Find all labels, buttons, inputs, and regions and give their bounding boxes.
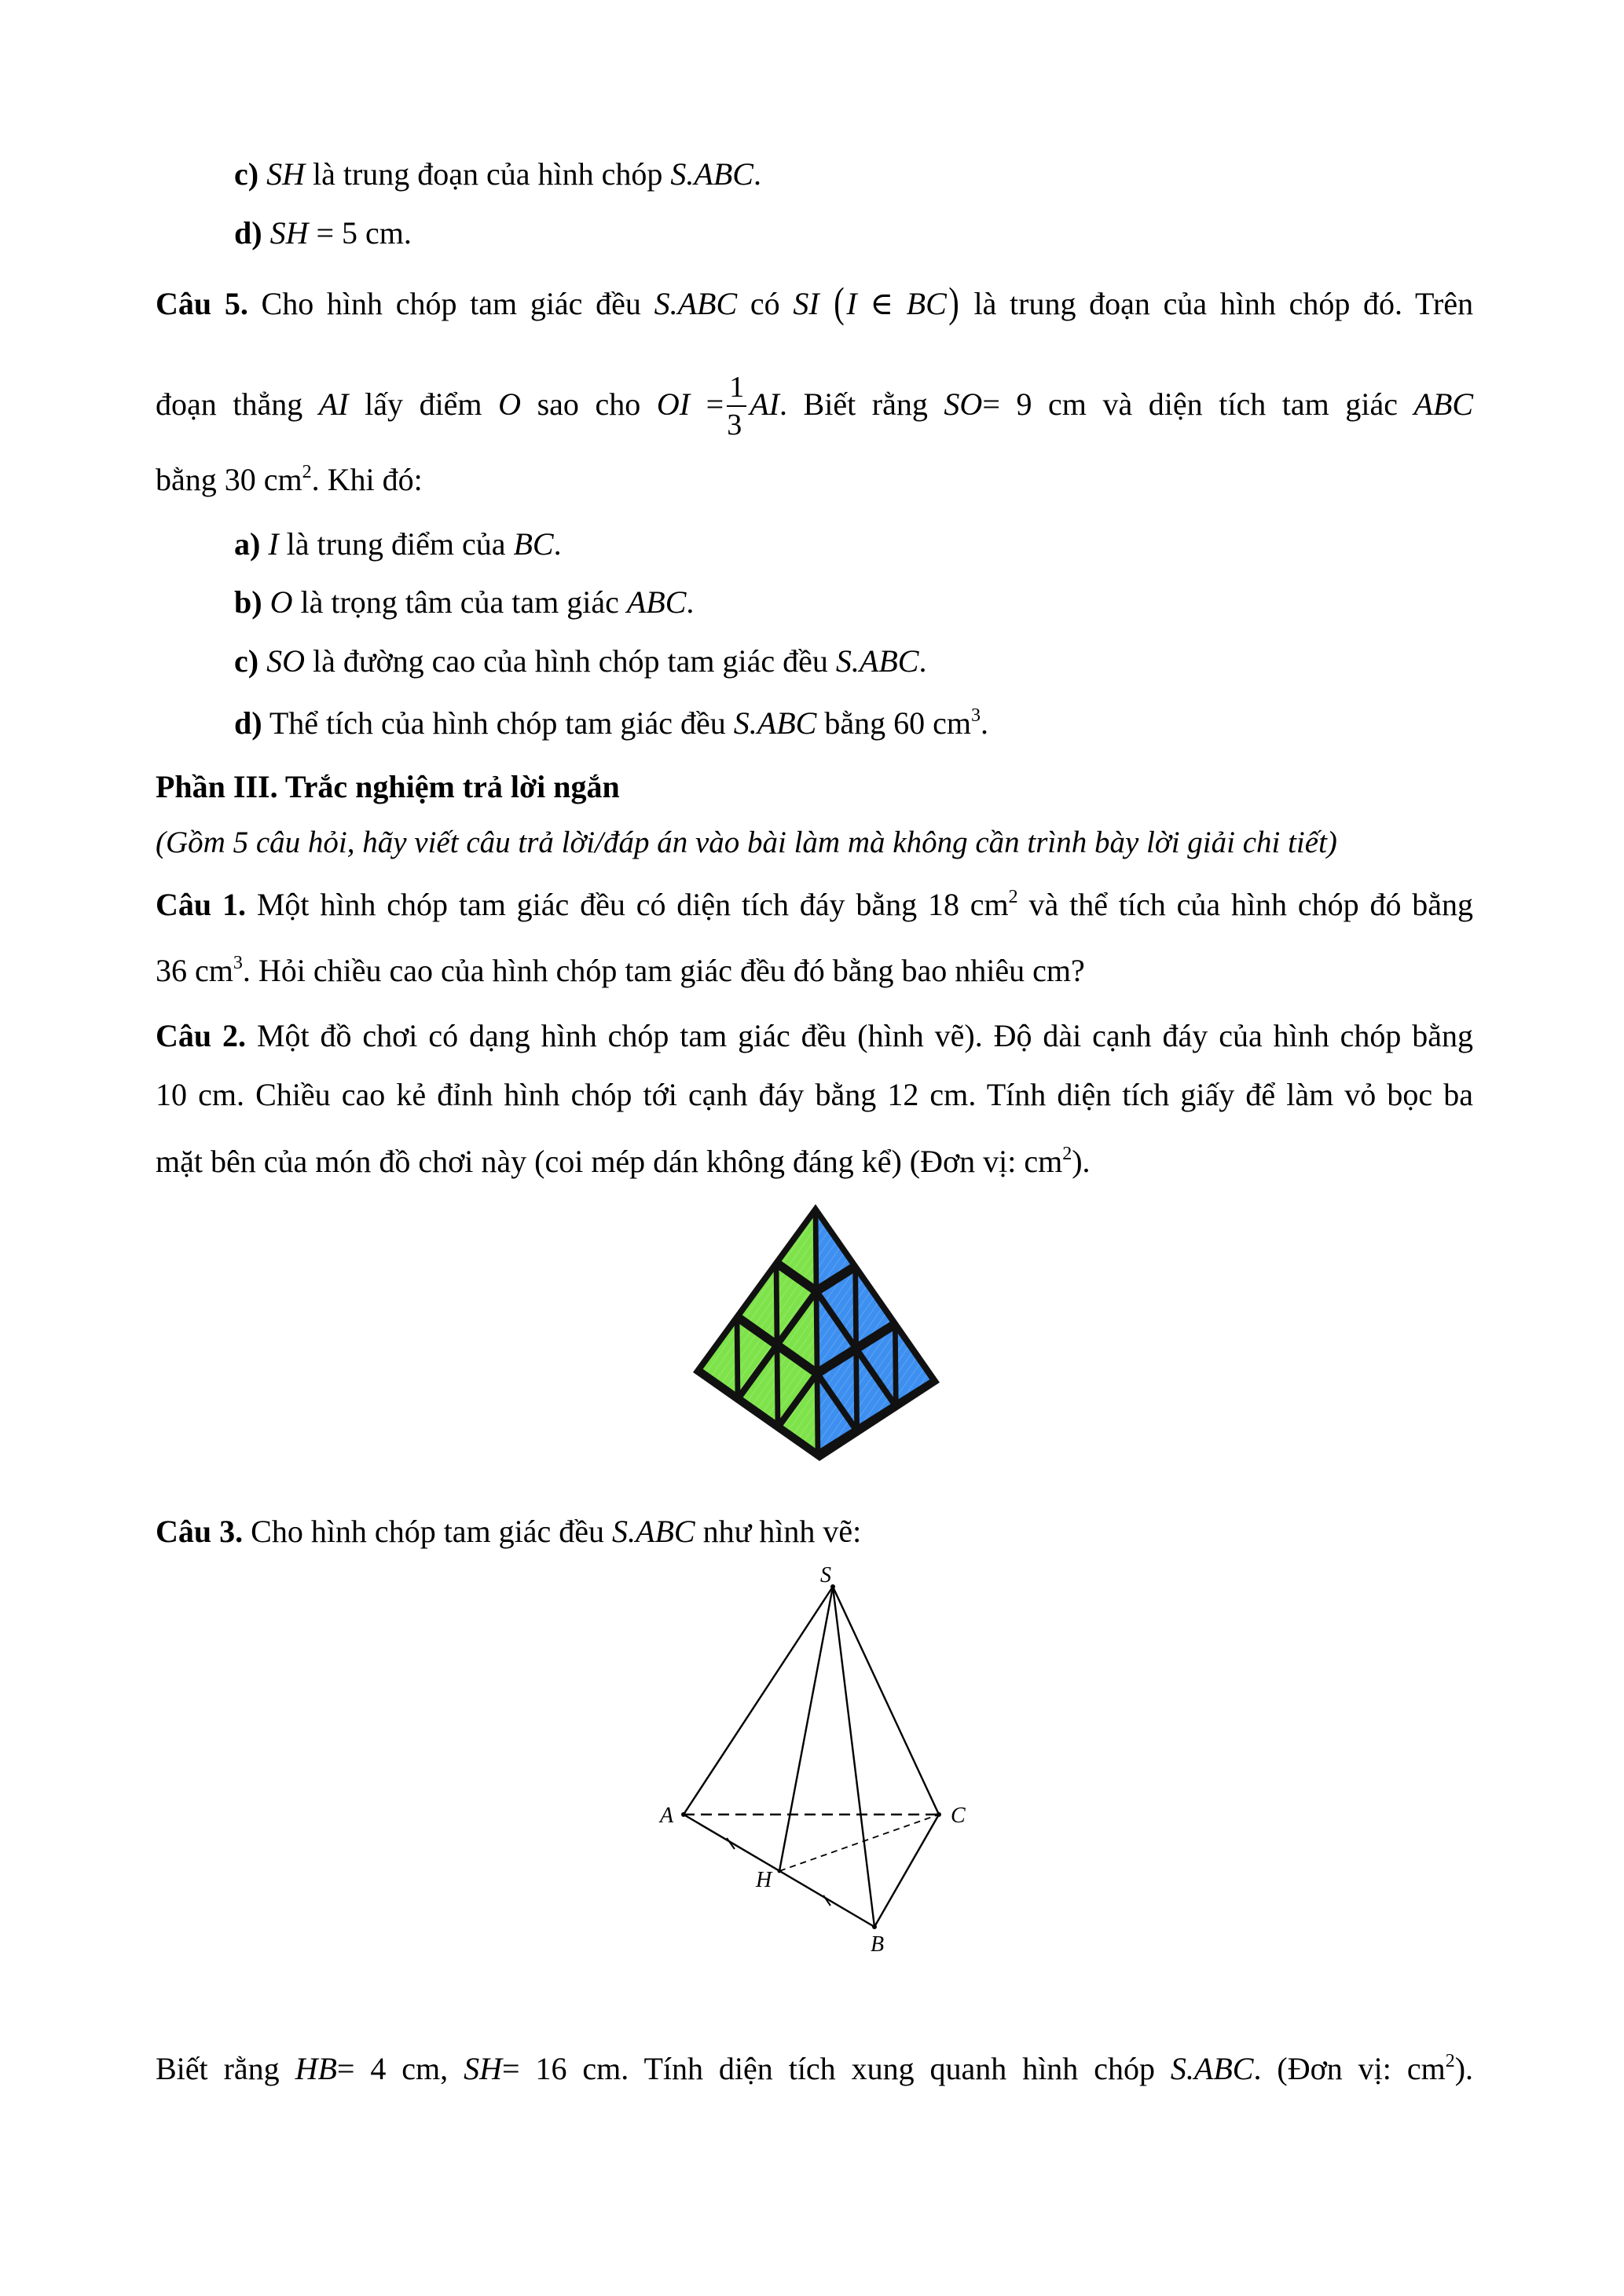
prev-option-c: c) SH là trung đoạn của hình chóp S.ABC. <box>234 156 761 192</box>
cau3-line2: Biết rằng HB= 4 cm, SH= 16 cm. Tính diện tích xung quanh hình chóp S.ABC. (Đơn vị: $cm^2$). <box>156 2050 1474 2086</box>
math-value: 60 cm <box>893 705 971 741</box>
cau5-line2: đoạn thẳng AI lấy điểm O sao cho OI = $\frac{1}{3}$ AI. Biết rằng SO= 9 cm và diện tích tam giác ABC <box>156 371 1474 441</box>
math-term: SH <box>464 2051 502 2086</box>
math-value: 12 cm <box>887 1077 969 1112</box>
math-term: ABC <box>626 584 687 620</box>
unit: cm <box>1024 1144 1063 1179</box>
option-label: b) <box>234 584 262 620</box>
math-term: S.ABC <box>612 1514 695 1549</box>
question-label: Câu 2. <box>156 1018 247 1053</box>
cau5-option-b: b) O là trọng tâm của tam giác ABC. <box>234 584 695 620</box>
label-A: A <box>660 1803 674 1828</box>
label-S: S <box>820 1563 831 1587</box>
option-text: là trung đoạn của hình chóp <box>312 156 663 192</box>
question-label: Câu 3. <box>156 1514 244 1549</box>
cau5-option-c: c) SO là đường cao của hình chóp tam giác đều S.ABC. <box>234 643 927 679</box>
point-A <box>681 1812 686 1817</box>
cau5-line3: bằng 30 $cm^2$. Khi đó: <box>156 461 423 497</box>
math-term: ABC <box>1413 386 1474 423</box>
cau2-line1: Câu 2. Một đồ chơi có dạng hình chóp tam giác đều (hình vẽ). Độ dài cạnh đáy của hình chóp bằng <box>156 1018 1473 1053</box>
left-paren-icon: ( <box>834 279 845 326</box>
option-label: a) <box>234 526 261 562</box>
math-value: 18 cm <box>927 887 1009 922</box>
math-term: I ∈ BC <box>846 286 947 321</box>
cau2-line3: mặt bên của món đồ chơi này (coi mép dán không đáng kể) (Đơn vị: $cm^2$). <box>156 1143 1091 1179</box>
math-value: 30 cm <box>224 462 302 497</box>
math-term: S.ABC <box>733 705 817 741</box>
math-term: SH <box>269 215 309 251</box>
math-term: SI <box>793 286 819 321</box>
edge-SA <box>684 1587 833 1814</box>
question-label: Câu 1. <box>156 887 246 922</box>
section-note: (Gồm 5 câu hỏi, hãy viết câu trả lời/đáp án vào bài làm mà không cần trình bày lời giải chi tiết) <box>156 826 1337 859</box>
cau3-line1: Câu 3. Cho hình chóp tam giác đều S.ABC như hình vẽ: <box>156 1514 862 1549</box>
math-term: S.ABC <box>654 286 738 321</box>
cau1-line1: Câu 1. Một hình chóp tam giác đều có diện tích đáy bằng 18 $cm^2$ và thể tích của hình chóp đó bằng <box>156 886 1474 922</box>
segment-HC-hidden <box>779 1814 939 1871</box>
unit: cm <box>1406 2051 1446 2086</box>
math-term: SH <box>266 156 305 192</box>
point-B <box>872 1924 877 1929</box>
option-label: d) <box>234 215 262 251</box>
cau5-option-a: a) I là trung điểm của BC. <box>234 526 562 562</box>
question-label: Câu 5. <box>156 286 248 321</box>
right-paren-icon: ) <box>948 279 959 326</box>
prev-option-d <box>234 214 412 252</box>
cau1-line2: 36 $cm^3$. Hỏi chiều cao của hình chóp tam giác đều đó bằng bao nhiêu cm? <box>156 952 1085 988</box>
math-eq: = 5 <box>316 215 358 251</box>
math-term: HB <box>295 2051 337 2086</box>
option-label: c) <box>234 156 259 192</box>
label-H: H <box>756 1868 772 1892</box>
option-label: d) <box>234 705 262 741</box>
cau2-line2: 10 cm. Chiều cao kẻ đỉnh hình chóp tới cạnh đáy bằng 12 cm. Tính diện tích giấy để làm vỏ bọc ba <box>156 1077 1474 1112</box>
math-term: SO <box>944 386 983 423</box>
math-term: BC <box>513 526 554 562</box>
math-paren-group <box>832 279 960 326</box>
pyramid-diagram <box>644 1563 990 2027</box>
math-term: S.ABC <box>1170 2051 1254 2086</box>
point-C <box>937 1812 941 1817</box>
fraction: $\frac{1}{3}$ <box>727 372 746 440</box>
math-expression: OI = $\frac{1}{3}$ AI. Biết rằng <box>656 371 928 441</box>
edge-SC <box>833 1587 939 1814</box>
label-B: B <box>871 1932 885 1957</box>
label-C: C <box>951 1803 966 1828</box>
point-H <box>778 1869 782 1873</box>
section-heading: Phần III. Trắc nghiệm trả lời ngắn <box>156 769 620 804</box>
option-label: c) <box>234 643 259 679</box>
cau5-option-d: d) Thể tích của hình chóp tam giác đều S.ABC bằng 60 $cm^3$. <box>234 705 988 741</box>
math-term: SO <box>266 643 305 679</box>
edge-SB <box>833 1587 874 1927</box>
math-value: 10 cm <box>156 1077 236 1112</box>
math-term: S.ABC <box>670 156 753 192</box>
math-term: O <box>269 584 293 620</box>
unit: cm. <box>365 215 412 251</box>
math-term: AI <box>318 386 349 423</box>
math-term: S.ABC <box>835 643 919 679</box>
unit: cm <box>1032 953 1071 988</box>
math-term: O <box>498 386 522 423</box>
cau5-line1: Câu 5. Cho hình chóp tam giác đều S.ABC có SI (I ∈ BC) là trung đoạn của hình chóp đó. Trên <box>156 279 1474 326</box>
edge-BC <box>874 1814 939 1927</box>
pyramid-toy-image <box>690 1198 943 1465</box>
math-term: I <box>268 526 279 562</box>
segment-SH <box>779 1587 833 1871</box>
math-value: 36 cm <box>156 953 233 988</box>
